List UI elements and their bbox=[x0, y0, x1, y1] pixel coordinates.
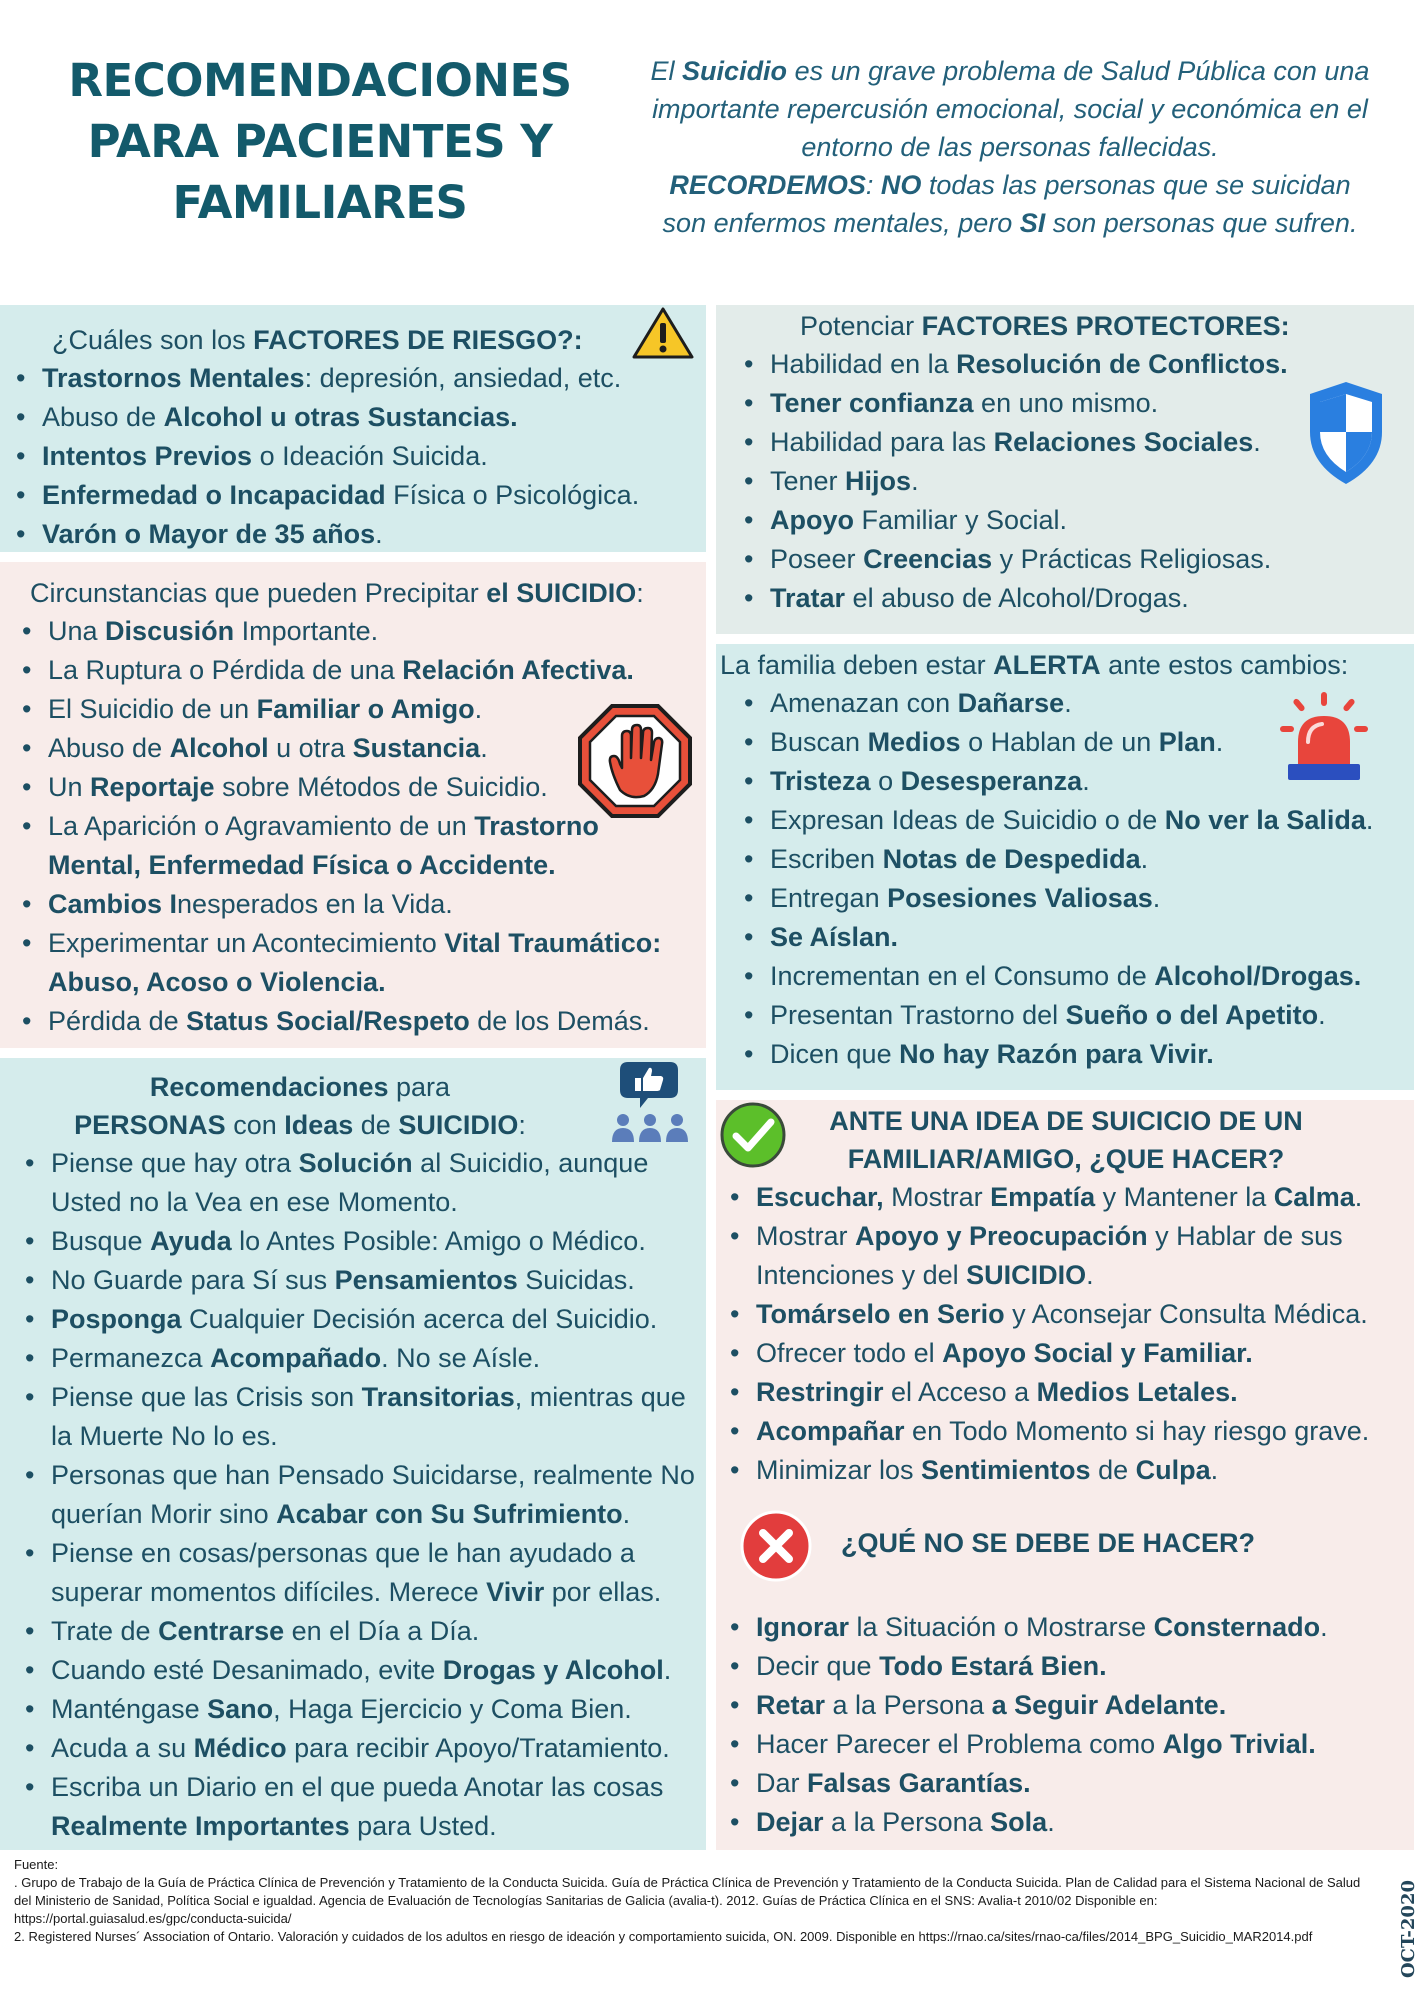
text: Presentan Trastorno del bbox=[770, 1000, 1066, 1030]
text: y Hablar de sus Intenciones y del bbox=[756, 1221, 1343, 1290]
page-title bbox=[40, 50, 600, 233]
text: . bbox=[480, 733, 488, 763]
text: . bbox=[1320, 1612, 1328, 1642]
list-item bbox=[51, 1261, 706, 1300]
text: Trastorno Mental, Enfermedad Física o Accidente. bbox=[48, 811, 599, 880]
section-heading bbox=[786, 1102, 1346, 1140]
text: Familiar o Amigo bbox=[256, 694, 475, 724]
text: o Ideación Suicida. bbox=[252, 441, 488, 471]
text: Falsas Garantías. bbox=[807, 1768, 1031, 1798]
list-item bbox=[51, 1222, 706, 1261]
text: Cualquier Decisión acerca del Suicidio. bbox=[181, 1304, 658, 1334]
text: . bbox=[1152, 883, 1161, 913]
list-item bbox=[51, 1456, 703, 1534]
text: Permanezca bbox=[51, 1343, 211, 1373]
list-item bbox=[48, 885, 706, 924]
text: FACTORES DE RIESGO?: bbox=[253, 325, 583, 355]
text: Trastornos Mentales bbox=[42, 363, 305, 393]
section-heading bbox=[0, 1068, 600, 1106]
text: Discusión bbox=[105, 616, 235, 646]
text: Abuso de bbox=[42, 402, 164, 432]
text: es un grave problema de Salud Pública con una importante repercusión emocional, social y económica en el entorno de las personas fallecidas. bbox=[652, 56, 1370, 162]
text: sobre Métodos de Suicidio. bbox=[214, 772, 548, 802]
title-line: PARA PACIENTES Y bbox=[87, 115, 553, 168]
list-item bbox=[756, 1725, 1406, 1764]
text: . bbox=[1318, 1000, 1326, 1030]
text: Intentos Previos bbox=[42, 441, 253, 471]
text: Personas que han Pensado Suicidarse, realmente No querían Morir sino bbox=[51, 1460, 695, 1529]
text: . bbox=[474, 694, 483, 724]
text: Hijos bbox=[845, 466, 912, 496]
text: FACTORES PROTECTORES: bbox=[921, 311, 1290, 341]
text: No ver la Salida bbox=[1164, 805, 1366, 835]
thumbs-up-bubble-icon bbox=[618, 1060, 680, 1110]
text: . bbox=[1365, 805, 1374, 835]
text: . bbox=[1047, 1807, 1055, 1837]
text: La Ruptura o Pérdida de una bbox=[48, 655, 403, 685]
text: Abuso de bbox=[48, 733, 170, 763]
list-item bbox=[756, 1217, 1406, 1295]
text: en uno mismo. bbox=[973, 388, 1159, 418]
list-item bbox=[770, 1035, 1414, 1074]
text: Medios bbox=[867, 727, 961, 757]
text: Experimentar un Acontecimiento bbox=[48, 928, 445, 958]
text: : depresión, ansiedad, etc. bbox=[304, 363, 622, 393]
text: Poseer bbox=[770, 544, 864, 574]
text: Habilidad en la bbox=[770, 349, 957, 379]
text: : bbox=[518, 1110, 526, 1140]
section-heading bbox=[42, 321, 706, 359]
text: , mientras que la Muerte No lo es. bbox=[51, 1382, 686, 1451]
text: Física o Psicológica. bbox=[385, 480, 640, 510]
text: Tener bbox=[770, 466, 846, 496]
text: Todo Estará Bien. bbox=[879, 1651, 1107, 1681]
text: Entregan bbox=[770, 883, 888, 913]
section-heading bbox=[0, 1106, 600, 1144]
text: Drogas y Alcohol bbox=[442, 1655, 664, 1685]
text: . bbox=[663, 1655, 672, 1685]
text: Acompañado bbox=[210, 1343, 382, 1373]
title-line: RECOMENDACIONES bbox=[68, 54, 572, 107]
list-item bbox=[51, 1690, 706, 1729]
text: para Usted. bbox=[349, 1811, 497, 1841]
text: Ayuda bbox=[150, 1226, 232, 1256]
risk-factors-list bbox=[42, 359, 706, 554]
text: a la Persona bbox=[823, 1807, 991, 1837]
text: Relación Afectiva. bbox=[402, 655, 634, 685]
text: Decir que bbox=[756, 1651, 880, 1681]
precipitating-list bbox=[48, 612, 706, 1041]
what-to-do-section bbox=[716, 1100, 1414, 1850]
text: Apoyo bbox=[770, 505, 854, 535]
text: Buscan bbox=[770, 727, 868, 757]
text: Sentimientos bbox=[921, 1455, 1091, 1485]
list-item bbox=[756, 1647, 1406, 1686]
section-heading bbox=[30, 574, 706, 612]
list-item bbox=[48, 924, 708, 1002]
text: Suicidio bbox=[682, 56, 788, 86]
list-item bbox=[770, 996, 1414, 1035]
text: Cuando esté Desanimado, evite bbox=[51, 1655, 443, 1685]
list-item bbox=[42, 398, 706, 437]
text: NO bbox=[880, 170, 922, 200]
text: Desesperanza bbox=[900, 766, 1083, 796]
list-item bbox=[770, 345, 1414, 384]
list-item bbox=[770, 957, 1414, 996]
recommendations-persons-section bbox=[0, 1058, 706, 1850]
text: El Suicidio de un bbox=[48, 694, 257, 724]
list-item bbox=[51, 1768, 703, 1846]
section-heading bbox=[770, 307, 1414, 345]
text: el SUICIDIO bbox=[486, 578, 637, 608]
text: en Todo Momento si hay riesgo grave. bbox=[904, 1416, 1370, 1446]
text: Habilidad para las bbox=[770, 427, 994, 457]
text: Algo Trivial. bbox=[1162, 1729, 1316, 1759]
text: Mostrar bbox=[756, 1221, 856, 1251]
text: Reportaje bbox=[90, 772, 215, 802]
text: : bbox=[865, 170, 881, 200]
text: Pensamientos bbox=[334, 1265, 518, 1295]
text: . bbox=[1210, 1455, 1219, 1485]
text: SUICIDIO bbox=[966, 1260, 1087, 1290]
text: Ideas bbox=[284, 1110, 354, 1140]
text: de bbox=[353, 1110, 399, 1140]
text: Tener confianza bbox=[770, 388, 974, 418]
text: Retar bbox=[756, 1690, 826, 1720]
list-item bbox=[51, 1339, 706, 1378]
text: PERSONAS bbox=[74, 1110, 226, 1140]
text: , Haga Ejercicio y Coma Bien. bbox=[273, 1694, 632, 1724]
warning-triangle-icon bbox=[630, 305, 696, 361]
list-item bbox=[770, 579, 1414, 618]
text: Tratar bbox=[770, 583, 846, 613]
text: la Situación o Mostrarse bbox=[849, 1612, 1154, 1642]
text: . bbox=[1253, 427, 1261, 457]
text: Acabar con Su Sufrimiento bbox=[276, 1499, 623, 1529]
text: Amenazan con bbox=[770, 688, 958, 718]
text: . bbox=[1086, 1260, 1094, 1290]
text: con bbox=[225, 1110, 285, 1140]
list-item bbox=[51, 1612, 706, 1651]
list-item bbox=[770, 801, 1414, 840]
cross-circle-icon bbox=[738, 1508, 814, 1584]
list-item bbox=[770, 918, 1414, 957]
text: Dejar bbox=[756, 1807, 824, 1837]
text: para recibir Apoyo/Tratamiento. bbox=[286, 1733, 670, 1763]
text: Solución bbox=[298, 1148, 413, 1178]
text: Potenciar bbox=[800, 311, 922, 341]
list-item bbox=[51, 1378, 691, 1456]
text: u otra bbox=[268, 733, 353, 763]
text: Dicen que bbox=[770, 1039, 900, 1069]
text: Sustancia bbox=[352, 733, 481, 763]
text: Ofrecer todo el bbox=[756, 1338, 943, 1368]
text: Status Social/Respeto bbox=[186, 1006, 470, 1036]
text: Piense que hay otra bbox=[51, 1148, 299, 1178]
text: el abuso de Alcohol/Drogas. bbox=[845, 583, 1189, 613]
text: Notas de Despedida bbox=[882, 844, 1141, 874]
list-item bbox=[770, 840, 1414, 879]
text: Cambios I bbox=[48, 889, 178, 919]
list-item bbox=[51, 1534, 703, 1612]
list-item bbox=[770, 540, 1414, 579]
text: No Guarde para Sí sus bbox=[51, 1265, 335, 1295]
list-item bbox=[42, 437, 706, 476]
list-item bbox=[756, 1608, 1406, 1647]
sources-footer bbox=[14, 1856, 1369, 1946]
text: Realmente Importantes bbox=[51, 1811, 350, 1841]
text: Vivir bbox=[486, 1577, 545, 1607]
text: Posesiones Valiosas bbox=[887, 883, 1153, 913]
text: lo Antes Posible: Amigo o Médico. bbox=[231, 1226, 646, 1256]
text: y Prácticas Religiosas. bbox=[992, 544, 1272, 574]
text: . bbox=[1354, 1182, 1363, 1212]
list-item bbox=[756, 1803, 1406, 1842]
text: Centrarse bbox=[158, 1616, 285, 1646]
text: El bbox=[650, 56, 683, 86]
list-item bbox=[756, 1295, 1406, 1334]
text: Importante. bbox=[234, 616, 379, 646]
text: Restringir bbox=[756, 1377, 884, 1407]
text: Mostrar bbox=[883, 1182, 991, 1212]
text: ANTE UNA IDEA DE SUICICIO DE UN bbox=[829, 1106, 1303, 1136]
shield-icon bbox=[1306, 380, 1386, 486]
list-item bbox=[756, 1686, 1406, 1725]
text: Posponga bbox=[51, 1304, 182, 1334]
text: Trate de bbox=[51, 1616, 159, 1646]
text: RECORDEMOS bbox=[669, 170, 866, 200]
text: . No se Aísle. bbox=[381, 1343, 541, 1373]
text: Acuda a su bbox=[51, 1733, 194, 1763]
text: el Acceso a bbox=[883, 1377, 1037, 1407]
text: Médico bbox=[193, 1733, 287, 1763]
check-circle-icon bbox=[718, 1100, 788, 1170]
text: ¿Cuáles son los bbox=[52, 325, 254, 355]
intro-text bbox=[645, 52, 1375, 242]
text: todas las personas que se suicidan son enfermos mentales, pero bbox=[662, 170, 1351, 238]
reference-1: . Grupo de Trabajo de la Guía de Práctica Clínica de Prevención y Tratamiento de la Conducta Suicida. Guía de Práctica Clínica de Prevención y Tratamiento de la Conducta Suicida. Plan de Calidad para el Sistema Nacional de Salud del Ministerio de Sanidad, Política Social e igualdad. Agencia de Evaluación de Tecnologías Sanitarias de Galicia (avalia-t). 2012. Guías de Práctica Clínica en el SNS: Avalia-t 2010/02 Disponible en: https://portal.guiasalud.es/gpc/conducta-suicida/ bbox=[14, 1875, 1361, 1926]
text: . bbox=[911, 466, 919, 496]
text: Se Aíslan. bbox=[770, 922, 899, 952]
text: Circunstancias que pueden Precipitar bbox=[30, 578, 487, 608]
text: Tomárselo en Serio bbox=[756, 1299, 1005, 1329]
text: Plan bbox=[1158, 727, 1216, 757]
stop-hand-icon bbox=[576, 702, 694, 820]
text: Suicidas. bbox=[517, 1265, 635, 1295]
list-item bbox=[48, 1002, 706, 1041]
list-item bbox=[42, 515, 706, 554]
section-heading bbox=[720, 646, 1414, 684]
list-item bbox=[51, 1300, 706, 1339]
text: Un bbox=[48, 772, 91, 802]
text: a Seguir Adelante. bbox=[991, 1690, 1227, 1720]
list-item bbox=[42, 476, 706, 515]
text: Consternado bbox=[1153, 1612, 1321, 1642]
text: Hacer Parecer el Problema como bbox=[756, 1729, 1163, 1759]
text: Dañarse bbox=[957, 688, 1065, 718]
text: Minimizar los bbox=[756, 1455, 922, 1485]
text: Escriba un Diario en el que pueda Anotar las cosas bbox=[51, 1772, 664, 1802]
text: Sola bbox=[990, 1807, 1048, 1837]
list-item bbox=[756, 1334, 1406, 1373]
text: : bbox=[636, 578, 644, 608]
text: Enfermedad o Incapacidad bbox=[42, 480, 386, 510]
text: Transitorias bbox=[361, 1382, 515, 1412]
text: Culpa bbox=[1135, 1455, 1211, 1485]
text: . bbox=[1064, 688, 1072, 718]
text: ante estos cambios: bbox=[1100, 650, 1349, 680]
list-item bbox=[51, 1144, 691, 1222]
text: Alcohol bbox=[169, 733, 269, 763]
text: por ellas. bbox=[544, 1577, 662, 1607]
text: de los Demás. bbox=[469, 1006, 650, 1036]
text: y Mantener la bbox=[1095, 1182, 1274, 1212]
text: Familiar y Social. bbox=[854, 505, 1068, 535]
text: . bbox=[1215, 727, 1224, 757]
list-item bbox=[51, 1729, 706, 1768]
text: Alcohol u otras Sustancias. bbox=[163, 402, 518, 432]
text: a la Persona bbox=[825, 1690, 992, 1720]
list-item bbox=[51, 1651, 706, 1690]
what-not-to-do-list bbox=[756, 1608, 1406, 1842]
list-item bbox=[756, 1373, 1406, 1412]
date-label: OCT-2020 bbox=[1398, 1880, 1419, 1978]
text: Busque bbox=[51, 1226, 151, 1256]
text: Varón o Mayor de 35 años bbox=[42, 519, 376, 549]
text: Creencias bbox=[863, 544, 993, 574]
text: Relaciones Sociales bbox=[993, 427, 1254, 457]
text: Recomendaciones bbox=[149, 1072, 389, 1102]
text: Apoyo y Preocupación bbox=[855, 1221, 1148, 1251]
recommendations-list bbox=[51, 1144, 706, 1846]
text: Expresan Ideas de Suicidio o de bbox=[770, 805, 1165, 835]
text: . bbox=[1140, 844, 1149, 874]
text: y Aconsejar Consulta Médica. bbox=[1004, 1299, 1368, 1329]
text: Calma bbox=[1273, 1182, 1355, 1212]
list-item bbox=[756, 1451, 1406, 1490]
text: Escuchar, bbox=[756, 1182, 884, 1212]
text: SI bbox=[1019, 208, 1046, 238]
risk-factors-section bbox=[0, 305, 706, 552]
text: o Hablan de un bbox=[960, 727, 1159, 757]
sources-label: Fuente: bbox=[14, 1857, 59, 1872]
list-item bbox=[756, 1412, 1406, 1451]
text: en el Día a Día. bbox=[284, 1616, 480, 1646]
list-item bbox=[770, 879, 1414, 918]
text: . bbox=[375, 519, 383, 549]
text: Incrementan en el Consumo de bbox=[770, 961, 1155, 991]
alarm-siren-icon bbox=[1276, 690, 1372, 786]
text: . bbox=[1082, 766, 1090, 796]
text: La Aparición o Agravamiento de un bbox=[48, 811, 475, 841]
text: Piense en cosas/personas que le han ayudado a superar momentos difíciles. Merece bbox=[51, 1538, 635, 1607]
text: o bbox=[870, 766, 901, 796]
list-item bbox=[48, 651, 706, 690]
text: ¿QUÉ NO SE DEBE DE HACER? bbox=[841, 1528, 1256, 1558]
text: Sueño o del Apetito bbox=[1065, 1000, 1319, 1030]
text: Apoyo Social y Familiar. bbox=[942, 1338, 1253, 1368]
text: La familia deben estar bbox=[720, 650, 994, 680]
text: al Suicidio, aunque Usted no la Vea en ese Momento. bbox=[51, 1148, 649, 1217]
list-item bbox=[42, 359, 706, 398]
text: No hay Razón para Vivir. bbox=[899, 1039, 1214, 1069]
text: ALERTA bbox=[993, 650, 1101, 680]
text: nesperados en la Vida. bbox=[177, 889, 453, 919]
text: Escriben bbox=[770, 844, 883, 874]
section-heading bbox=[841, 1524, 1255, 1562]
text: Medios Letales. bbox=[1036, 1377, 1238, 1407]
text: . bbox=[622, 1499, 631, 1529]
text: Piense que las Crisis son bbox=[51, 1382, 362, 1412]
text: SUICIDIO bbox=[398, 1110, 519, 1140]
text: Sano bbox=[207, 1694, 274, 1724]
reference-2: 2. Registered Nurses´ Association of Ontario. Valoración y cuidados de los adultos en riesgo de ideación y comportamiento suicida, ON. 2009. Disponible en https://rnao.ca/sites/rnao-ca/files/2014_BPG_Suicidio_MAR2014.pdf bbox=[14, 1929, 1313, 1944]
text: son personas que sufren. bbox=[1045, 208, 1358, 238]
text: Una bbox=[48, 616, 106, 646]
text: Pérdida de bbox=[48, 1006, 187, 1036]
list-item bbox=[756, 1764, 1406, 1803]
list-item bbox=[48, 612, 706, 651]
text: Manténgase bbox=[51, 1694, 208, 1724]
text: Ignorar bbox=[756, 1612, 850, 1642]
text: Resolución de Conflictos. bbox=[956, 349, 1288, 379]
title-line: FAMILIARES bbox=[172, 176, 468, 229]
text: Empatía bbox=[990, 1182, 1096, 1212]
people-group-icon bbox=[610, 1112, 690, 1142]
section-heading bbox=[786, 1140, 1346, 1178]
list-item bbox=[770, 501, 1414, 540]
text: Tristeza bbox=[770, 766, 871, 796]
text: de bbox=[1090, 1455, 1136, 1485]
text: Alcohol/Drogas. bbox=[1154, 961, 1362, 991]
text: Vital Traumático: Abuso, Acoso o Violencia. bbox=[48, 928, 662, 997]
what-to-do-list bbox=[756, 1178, 1406, 1490]
text: Dar bbox=[756, 1768, 808, 1798]
list-item bbox=[756, 1178, 1406, 1217]
text: FAMILIAR/AMIGO, ¿QUE HACER? bbox=[847, 1144, 1285, 1174]
text: Acompañar bbox=[756, 1416, 905, 1446]
text: para bbox=[388, 1072, 451, 1102]
